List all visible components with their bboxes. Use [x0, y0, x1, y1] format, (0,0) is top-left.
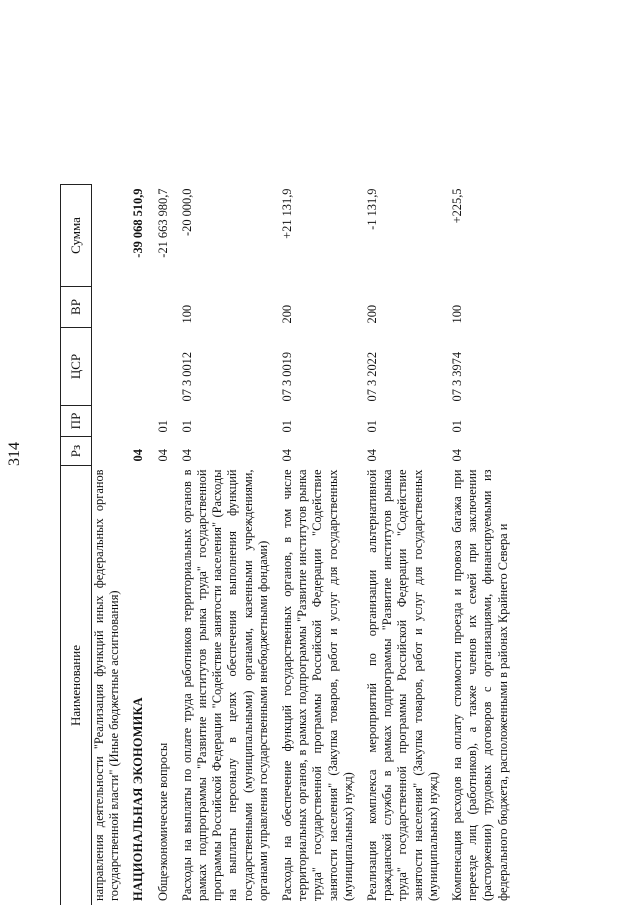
table-row	[441, 185, 511, 905]
row-sum: -20 000,0	[179, 188, 194, 236]
row-rz: 04	[450, 449, 465, 462]
row-vr: 200	[280, 304, 295, 324]
row-csr: 07 3 2022	[365, 351, 380, 402]
page-number: 314	[6, 442, 23, 466]
row-name: Реализация комплекса мероприятий по организации альтернативной гражданской службы в рамках подпрограммы "Развитие институтов рынка труда" государственной программы Российской Федерации "Содействие занятости населения" (Закупка товаров, работ и услуг для государственных (муниципальных) нужд)	[365, 469, 440, 901]
row-pr: 01	[450, 420, 465, 433]
row-rz: 04	[280, 449, 295, 462]
table-row	[171, 185, 271, 905]
row-pr: 01	[155, 420, 170, 433]
table-row	[356, 185, 441, 905]
row-pr: 01	[365, 420, 380, 433]
row-sum	[92, 185, 123, 287]
table-row	[92, 185, 123, 905]
row-csr: 07 3 0019	[280, 351, 295, 402]
row-name: НАЦИОНАЛЬНАЯ ЭКОНОМИКА	[131, 697, 146, 901]
row-csr	[122, 328, 146, 406]
row-rz: 04	[131, 449, 146, 462]
row-vr	[122, 287, 146, 328]
table-row	[122, 185, 146, 905]
row-name: Расходы на выплаты по оплате труда работников территориальных органов в рамках подпрограммы "Развитие институтов рынка труда" государственной программы Российской Федерации "Содействие занятости населения" (Расходы на выплаты персоналу в целях обеспечения выполнения функций государственными (муниципальными) органами, казенными учреждениями, органами управления государственными внебюджетными фондами)	[179, 469, 270, 901]
header-sum: Сумма	[61, 185, 92, 287]
row-sum: +21 131,9	[280, 188, 295, 239]
row-vr	[147, 287, 171, 328]
table-header-row	[61, 185, 92, 905]
row-rz: 04	[365, 449, 380, 462]
row-pr	[122, 406, 146, 437]
row-name: Расходы на обеспечение функций государственных органов, в том числе территориальных органов, в рамках подпрограммы "Развитие институтов рынка труда" государственной программы Российской Федерации "Содействие занятости населения" (Закупка товаров, работ и услуг для государственных (муниципальных) нужд)	[280, 469, 355, 901]
row-vr: 100	[179, 304, 194, 324]
row-rz: 04	[155, 449, 170, 462]
row-sum: -21 663 980,7	[155, 188, 170, 258]
table-row	[147, 185, 171, 905]
header-name: Наименование	[61, 466, 92, 905]
row-rz: 04	[179, 449, 194, 462]
row-sum: -39 068 510,9	[131, 188, 146, 258]
header-pr: ПР	[61, 406, 92, 437]
row-name: направления деятельности "Реализация функций иных федеральных органов государственной власти" (Иные бюджетные ассигнования)	[92, 469, 122, 901]
row-pr: 01	[179, 420, 194, 433]
row-vr: 200	[365, 304, 380, 324]
row-sum: +225,5	[450, 188, 465, 224]
row-csr: 07 3 3974	[450, 351, 465, 402]
budget-table	[60, 184, 511, 905]
row-csr	[92, 328, 123, 406]
row-name: Компенсация расходов на оплату стоимости проезда и провоза багажа при переезде лиц (работников), а также членов их семей при заключении (расторжении) трудовых договоров с организациями, финансируемыми из федерального бюджета, расположенными в районах Крайнего Севера и	[450, 469, 510, 901]
row-csr	[147, 328, 171, 406]
row-pr: 01	[280, 420, 295, 433]
row-sum: -1 131,9	[365, 188, 380, 230]
header-vr: ВР	[61, 287, 92, 328]
header-rz: Рз	[61, 437, 92, 466]
row-pr	[92, 406, 123, 437]
row-csr: 07 3 0012	[179, 351, 194, 402]
row-vr: 100	[450, 304, 465, 324]
row-name: Общеэкономические вопросы	[155, 742, 170, 901]
table-row	[271, 185, 356, 905]
row-vr	[92, 287, 123, 328]
header-csr: ЦСР	[61, 328, 92, 406]
row-rz	[92, 437, 123, 466]
